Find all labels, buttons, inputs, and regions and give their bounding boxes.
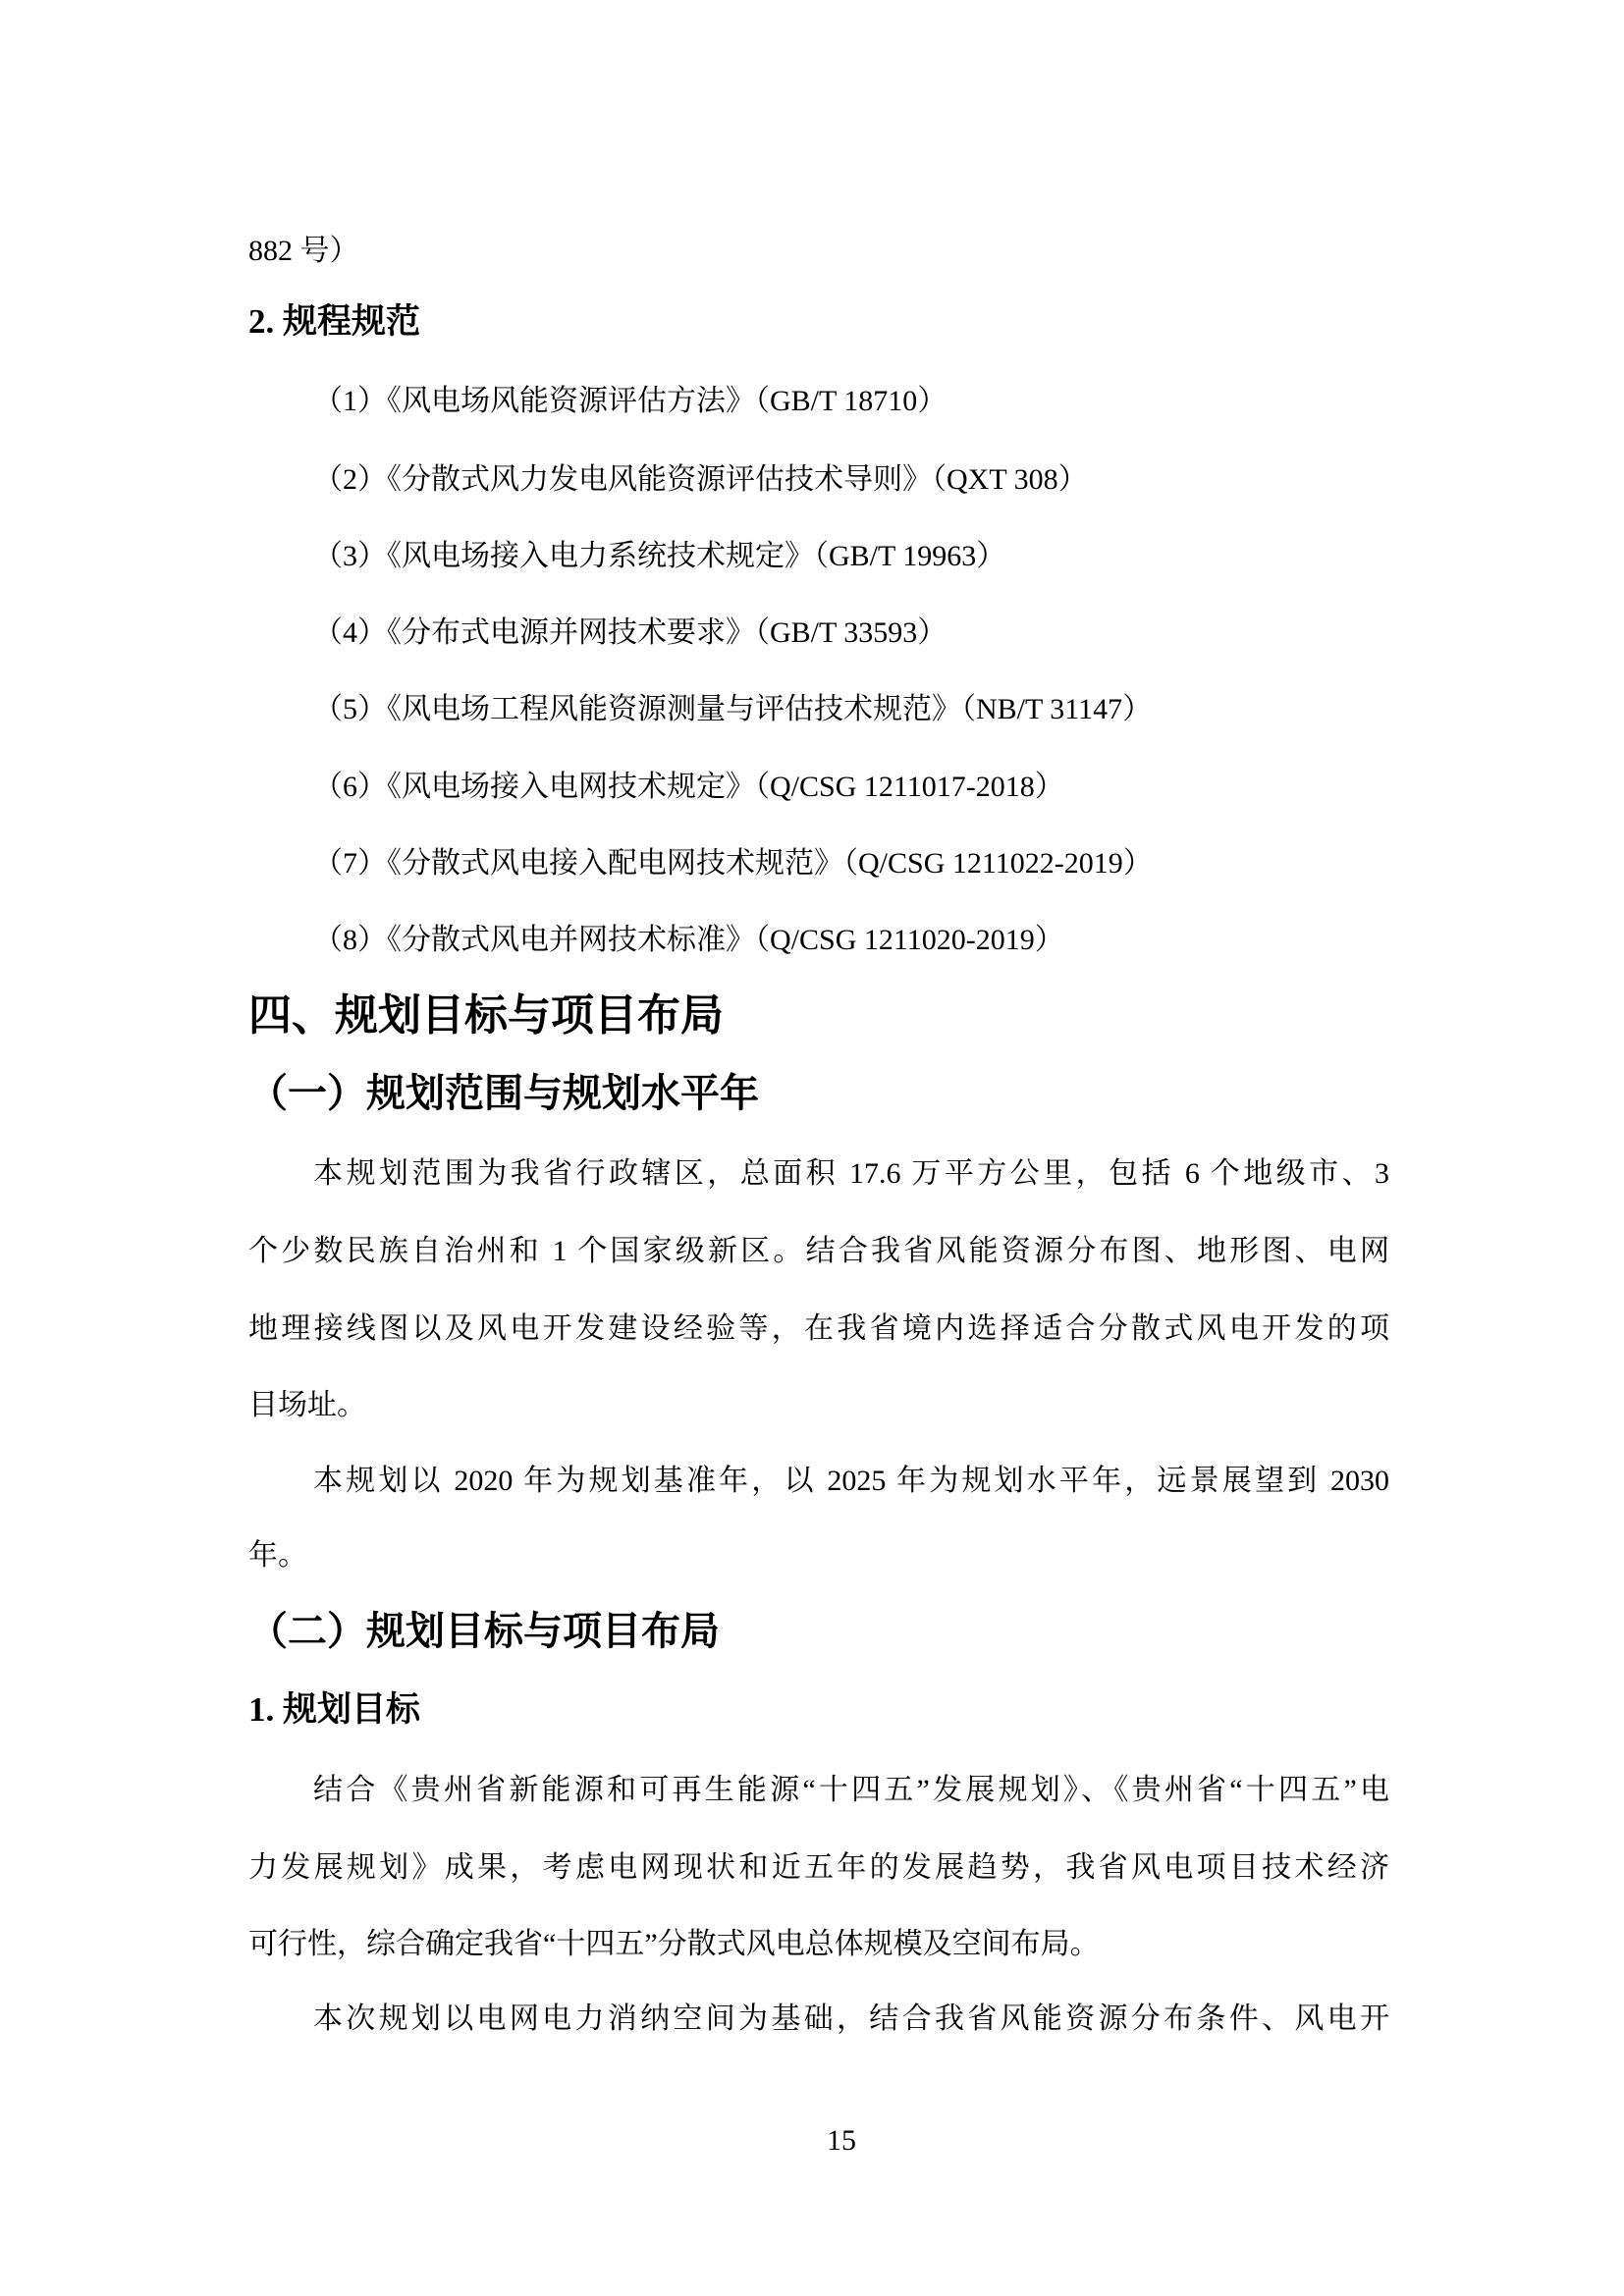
subsection-heading: 1. 规划目标 [248, 1690, 421, 1729]
regulation-item-2: （2）《分散式风力发电风能资源评估技术导则》（QXT 308） [313, 463, 1088, 496]
paragraph-line: 力发展规划》成果，考虑电网现状和近五年的发展趋势，我省风电项目技术经济 [248, 1851, 1389, 1884]
page-number: 15 [827, 2124, 856, 2157]
regulations-heading: 2. 规程规范 [248, 302, 421, 341]
regulation-item-8: （8）《分散式风电并网技术标准》（Q/CSG 1211020-2019） [313, 924, 1064, 956]
regulation-item-1: （1）《风电场风能资源评估方法》（GB/T 18710） [313, 385, 947, 417]
regulation-item-3: （3）《风电场接入电力系统技术规定》（GB/T 19963） [313, 540, 1006, 572]
paragraph-line: 目场址。 [248, 1389, 366, 1421]
regulation-item-7: （7）《分散式风电接入配电网技术规范》（Q/CSG 1211022-2019） [313, 847, 1153, 880]
chapter-heading: 四、规划目标与项目布局 [248, 991, 724, 1040]
paragraph-line: 地理接线图以及风电开发建设经验等，在我省境内选择适合分散式风电开发的项 [248, 1312, 1389, 1345]
paragraph-line: 个少数民族自治州和 1 个国家级新区。结合我省风能资源分布图、地形图、电网 [248, 1235, 1389, 1267]
paragraph-line: 本规划范围为我省行政辖区，总面积 17.6 万平方公里，包括 6 个地级市、3 [313, 1157, 1389, 1190]
continuation-line: 882 号） [248, 235, 359, 267]
regulation-item-5: （5）《风电场工程风能资源测量与评估技术规范》（NB/T 31147） [313, 693, 1153, 725]
paragraph-line: 本规划以 2020 年为规划基准年，以 2025 年为规划水平年，远景展望到 2030 [313, 1465, 1389, 1497]
paragraph-line: 本次规划以电网电力消纳空间为基础，结合我省风能资源分布条件、风电开 [313, 2002, 1389, 2035]
regulation-item-6: （6）《风电场接入电网技术规定》（Q/CSG 1211017-2018） [313, 771, 1064, 803]
regulation-item-4: （4）《分布式电源并网技术要求》（GB/T 33593） [313, 616, 947, 649]
paragraph-line: 可行性，综合确定我省“十四五”分散式风电总体规模及空间布局。 [248, 1928, 1100, 1960]
paragraph-line: 结合《贵州省新能源和可再生能源“十四五”发展规划》、《贵州省“十四五”电 [313, 1774, 1389, 1806]
section-heading: （一）规划范围与规划水平年 [248, 1072, 759, 1115]
paragraph-line: 年。 [248, 1539, 307, 1572]
section-heading: （二）规划目标与项目布局 [248, 1610, 720, 1653]
